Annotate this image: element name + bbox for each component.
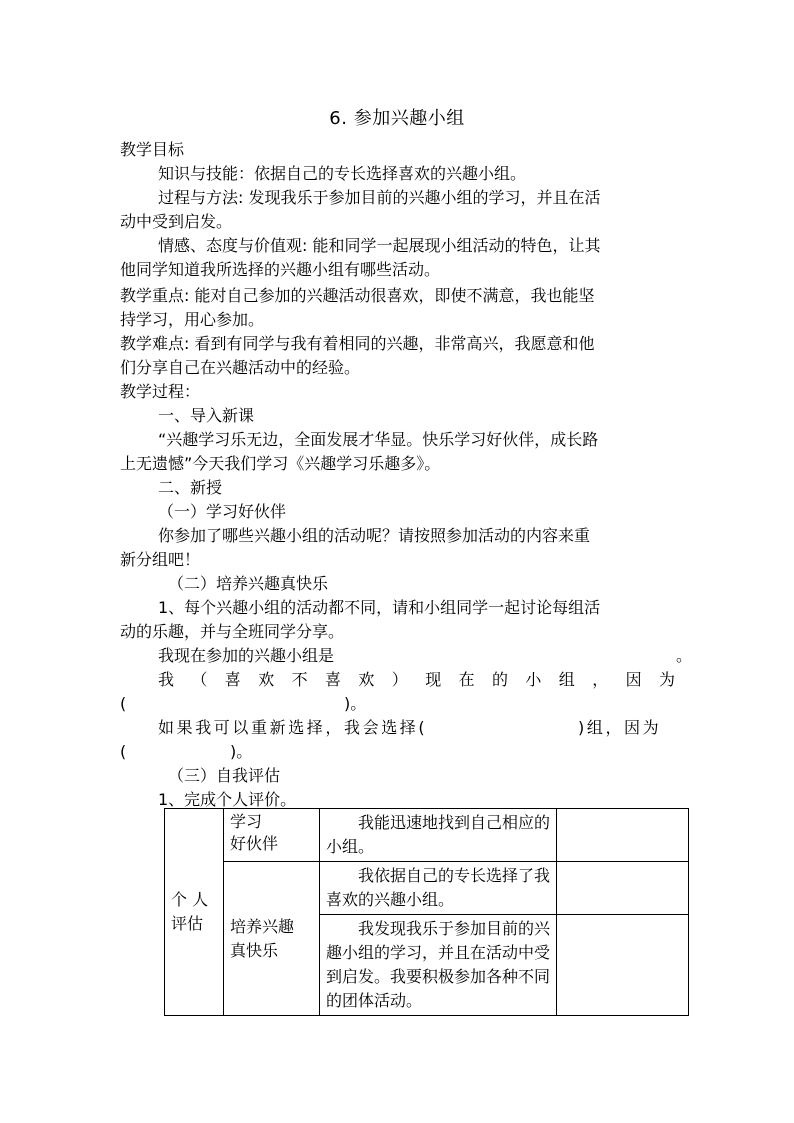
objective-knowledge: 知识与技能：依据自己的专长选择喜欢的兴趣小组。	[158, 164, 527, 183]
table-row	[165, 862, 689, 915]
part2-text-line2: 动的乐趣，并与全班同学分享。	[120, 622, 345, 641]
table-category-label: 培养兴趣 真快乐	[230, 916, 295, 960]
fill-reselect-line2-close: )。	[230, 742, 253, 761]
key-point-line2: 持学习，用心参加。	[120, 310, 265, 329]
table-row	[165, 809, 689, 862]
part3-heading: （三）自我评估	[168, 766, 281, 785]
table-score[interactable]	[557, 809, 688, 813]
fill-reselect-line1b: )组，因为	[578, 718, 662, 737]
fill-like-line2-open: (	[120, 694, 127, 713]
table-category-cell	[224, 809, 320, 862]
fill-current-group-end: 。	[676, 646, 693, 665]
fill-like-text: 我 （ 喜 欢 不 喜 欢 ） 现 在 的 小 组 ， 因 为	[158, 670, 675, 689]
part1-heading: （一）学习好伙伴	[158, 502, 287, 521]
part1-text-line2: 新分组吧！	[120, 550, 201, 569]
fill-reselect-line1a: 如果我可以重新选择，我会选择(	[158, 718, 428, 737]
objective-process-line2: 动中受到启发。	[120, 212, 233, 231]
part1-text-line1: 你参加了哪些兴趣小组的活动呢？请按照参加活动的内容来重	[158, 526, 591, 545]
fill-current-group: 我现在参加的兴趣小组是	[158, 646, 335, 665]
process-heading: 教学过程：	[120, 382, 201, 401]
table-statement-cell	[320, 862, 557, 915]
table-group-label: 个 人 评估	[171, 890, 209, 933]
fill-like-line1	[158, 670, 675, 690]
table-category-cell	[224, 862, 320, 1016]
table-score-cell[interactable]	[557, 915, 689, 1016]
table-score[interactable]	[557, 862, 688, 866]
objective-emotion-line1: 情感、态度与价值观: 能和同学一起展现小组活动的特色，让其	[158, 236, 601, 255]
fill-reselect-line2-open: (	[120, 742, 127, 761]
table-category-label: 学习 好伙伴	[230, 812, 279, 853]
intro-text-line1: “兴趣学习乐无边，全面发展才华显。快乐学习好伙伴，成长路	[158, 430, 599, 449]
table-score-cell[interactable]	[557, 862, 689, 915]
fill-like-line2-close: )。	[344, 694, 367, 713]
table-statement: 我发现我乐于参加目前的兴趣小组的学习，并且在活动中受到启发。我要积极参加各种不同的团体活动。	[326, 919, 551, 1010]
difficulty-line2: 们分享自己在兴趣活动中的经验。	[120, 358, 361, 377]
evaluation-table	[164, 808, 689, 1016]
objective-emotion-line2: 他同学知道我所选择的兴趣小组有哪些活动。	[120, 260, 441, 279]
page-title: 6. 参加兴趣小组	[329, 108, 465, 129]
table-group-cell	[165, 809, 224, 1016]
section-intro: 一、导入新课	[158, 406, 255, 425]
key-point-line1: 教学重点: 能对自己参加的兴趣活动很喜欢，即使不满意，我也能坚	[120, 286, 595, 305]
intro-text-line2: 上无遗憾”今天我们学习《兴趣学习乐趣多》。	[120, 454, 441, 473]
table-statement: 我能迅速地找到自己相应的小组。	[326, 813, 551, 856]
part3-text: 1、完成个人评价。	[158, 790, 297, 809]
difficulty-line1: 教学难点: 看到有同学与我有着相同的兴趣，非常高兴，我愿意和他	[120, 334, 595, 353]
objective-process-line1: 过程与方法: 发现我乐于参加目前的兴趣小组的学习，并且在活	[158, 188, 601, 207]
objectives-heading: 教学目标	[120, 140, 185, 159]
table-statement-cell	[320, 915, 557, 1016]
table-score-cell[interactable]	[557, 809, 689, 862]
part2-text-line1: 1、每个兴趣小组的活动都不同，请和小组同学一起讨论每组活	[158, 598, 601, 617]
table-statement-cell	[320, 809, 557, 862]
section-new: 二、新授	[158, 478, 223, 497]
part2-heading: （二）培养兴趣真快乐	[168, 574, 329, 593]
table-score[interactable]	[557, 915, 688, 919]
table-statement: 我依据自己的专长选择了我喜欢的兴趣小组。	[326, 866, 551, 909]
